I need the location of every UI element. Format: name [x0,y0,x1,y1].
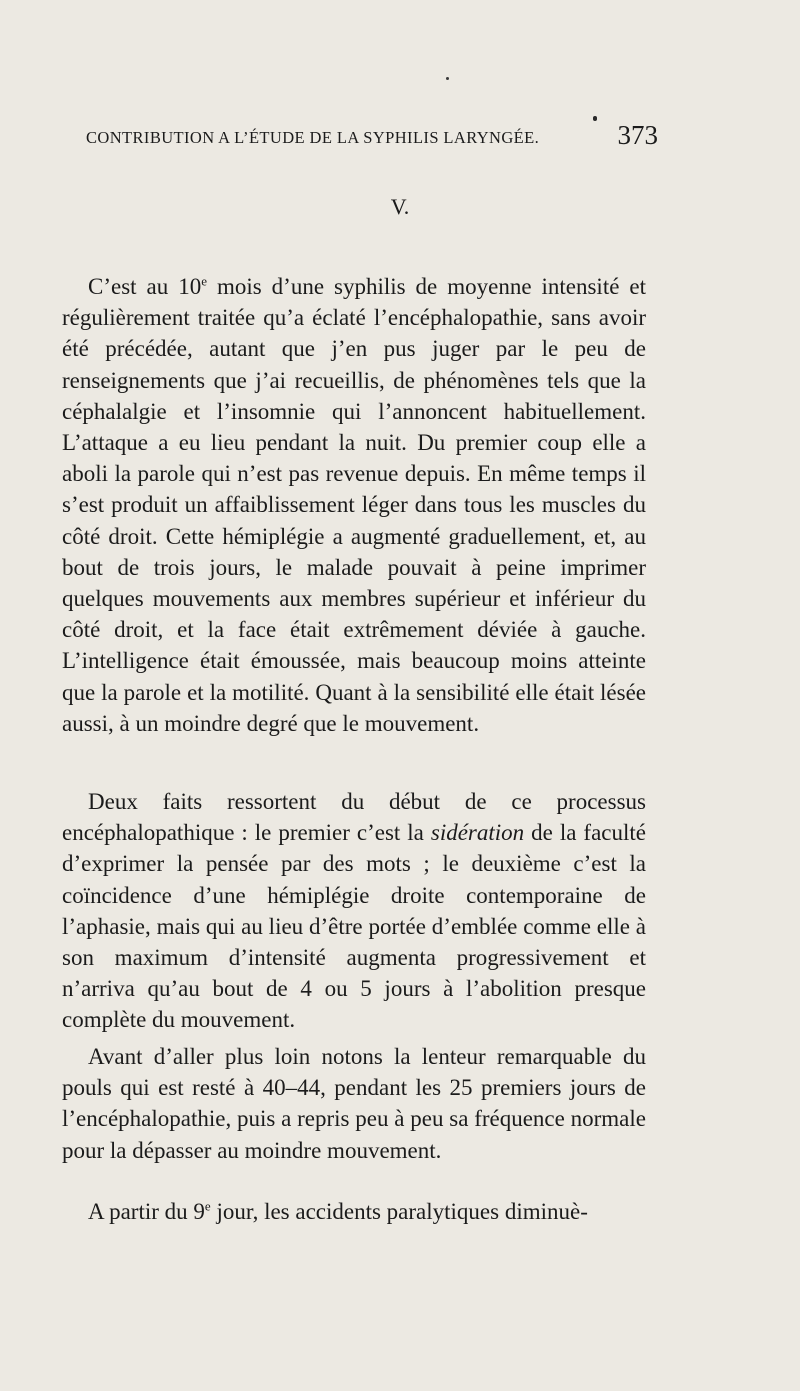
paragraph-4-rest: jour, les accidents paralytiques diminuè- [210,1199,588,1224]
paragraph-1 [62,271,646,739]
paragraph-1-start: C’est au 10 [88,274,202,299]
ordinal-superscript: e [201,273,207,289]
paragraph-4 [62,1196,646,1227]
ink-speck [446,77,449,80]
paragraph-2 [62,786,646,1036]
paragraph-2-start: Deux faits ressortent du début de ce processus encéphalopathique : le premier c’est la [62,789,646,846]
ordinal-superscript: e [204,1198,211,1214]
emphasis-sideration: sidération [430,820,525,846]
page-header [86,120,658,156]
page-number: 373 [617,120,658,150]
section-heading: V. [390,194,410,219]
paragraph-3: Avant d’aller plus loin notons la lenteur remarquable du pouls qui est resté à 40–44, pendant les 25 premiers jours de l’encéphalopathie, puis a repris peu à peu sa fréquence normale pour la dépasser au moindre mouvement. [62,1044,646,1163]
paragraph-1-rest: mois d’une syphilis de moyenne intensité et régulièrement traitée qu’a éclaté l’encéphalopathie, sans avoir été précédée, autant que j’en pus juger par le peu de renseignements que j’ai recueillis, de phénomènes tels que la céphalalgie et l’insomnie qui l’annoncent habituellement. L’attaque a eu lieu pendant la nuit. Du premier coup elle a aboli la parole qui n’est pas revenue depuis. En même temps il s’est produit un affaiblissement léger dans tous les muscles du côté droit. Cette hémiplégie a augmenté graduellement, et, au bout de trois jours, le malade pouvait à peine imprimer quelques mouvements aux membres supérieur et inférieur du côté droit, et la face était extrêmement déviée à gauche. L’intelligence était émoussée, mais beaucoup moins atteinte que la parole et la motilité. Quant à la sensibilité elle était lésée aussi, à un moindre degré que le mouvement. [62,274,646,736]
paragraph-2-rest: de la faculté d’exprimer la pensée par des mots ; le deuxième c’est la coïncidence d’une hémiplégie droite contemporaine de l’aphasie, mais qui au lieu d’être portée d’emblée comme elle à son maximum d’intensité augmenta progressivement et n’arriva qu’au bout de 4 ou 5 jours à l’abolition presque complète du mouvement. [62,820,646,1033]
paragraph-4-start: A partir du 9 [88,1199,205,1224]
running-title: CONTRIBUTION A L’ÉTUDE DE LA SYPHILIS LARYNGÉE. [86,128,540,147]
